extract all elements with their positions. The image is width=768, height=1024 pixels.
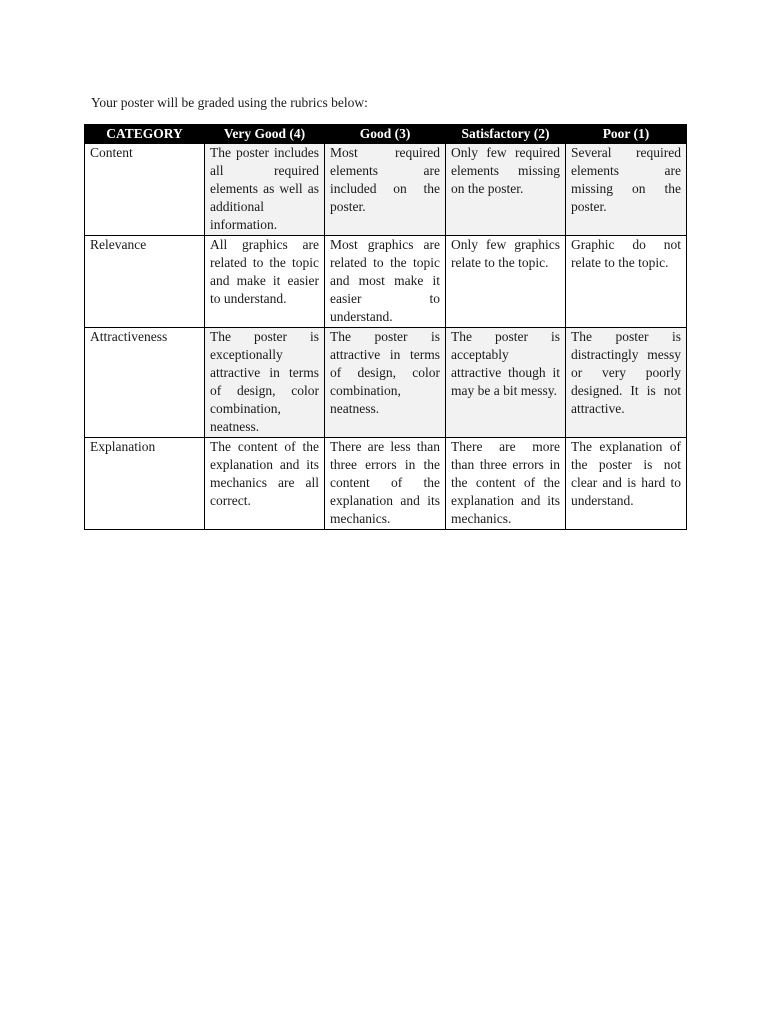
- criteria-cell: The content of the explanation and its mechanics are all correct.: [205, 438, 325, 530]
- header-very-good: Very Good (4): [205, 125, 325, 144]
- header-category: CATEGORY: [85, 125, 205, 144]
- criteria-cell: The poster is distractingly messy or very poorly designed. It is not attractive.: [566, 328, 687, 438]
- header-poor: Poor (1): [566, 125, 687, 144]
- rubric-row-explanation: [85, 438, 687, 530]
- rubric-row-relevance: [85, 236, 687, 328]
- category-cell: Explanation: [85, 438, 205, 530]
- category-cell: Content: [85, 144, 205, 236]
- criteria-cell: The poster is exceptionally attractive in terms of design, color combination, neatness.: [205, 328, 325, 438]
- rubric-table: [84, 124, 687, 530]
- intro-text: Your poster will be graded using the rubrics below:: [91, 95, 368, 110]
- criteria-cell: Several required elements are missing on the poster.: [566, 144, 687, 236]
- criteria-cell: Graphic do not relate to the topic.: [566, 236, 687, 328]
- criteria-cell: The poster is acceptably attractive though it may be a bit messy.: [446, 328, 566, 438]
- criteria-cell: Most required elements are included on the poster.: [325, 144, 446, 236]
- criteria-cell: The explanation of the poster is not clear and is hard to understand.: [566, 438, 687, 530]
- header-satisfactory: Satisfactory (2): [446, 125, 566, 144]
- category-cell: Attractiveness: [85, 328, 205, 438]
- rubric-row-content: [85, 144, 687, 236]
- rubric-header-row: [85, 125, 687, 144]
- header-good: Good (3): [325, 125, 446, 144]
- category-cell: Relevance: [85, 236, 205, 328]
- criteria-cell: The poster is attractive in terms of design, color combination, neatness.: [325, 328, 446, 438]
- criteria-cell: Only few graphics relate to the topic.: [446, 236, 566, 328]
- criteria-cell: Most graphics are related to the topic and most make it easier to understand.: [325, 236, 446, 328]
- criteria-cell: All graphics are related to the topic and make it easier to understand.: [205, 236, 325, 328]
- criteria-cell: There are less than three errors in the content of the explanation and its mechanics.: [325, 438, 446, 530]
- criteria-cell: The poster includes all required elements as well as additional information.: [205, 144, 325, 236]
- criteria-cell: There are more than three errors in the content of the explanation and its mechanics.: [446, 438, 566, 530]
- criteria-cell: Only few required elements missing on the poster.: [446, 144, 566, 236]
- rubric-row-attractiveness: [85, 328, 687, 438]
